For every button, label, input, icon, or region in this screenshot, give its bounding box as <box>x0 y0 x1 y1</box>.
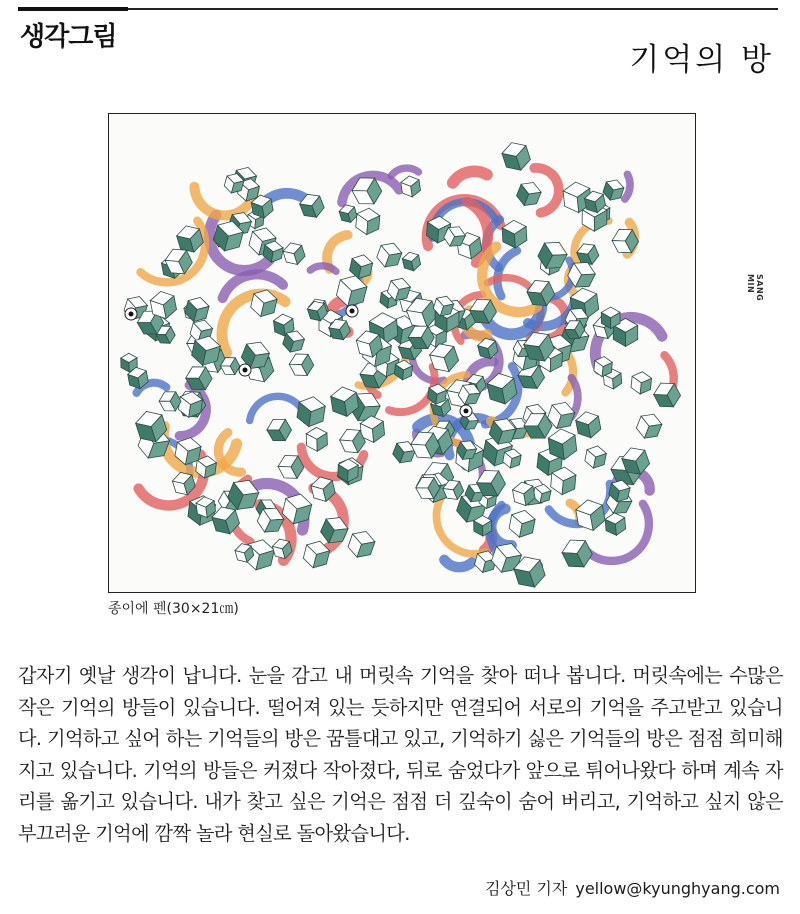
cube <box>264 414 295 446</box>
artwork-illustration <box>109 114 695 592</box>
cube <box>500 139 533 174</box>
artwork-frame <box>108 113 764 593</box>
cube <box>634 410 664 442</box>
cube <box>502 220 528 249</box>
cube <box>605 512 627 536</box>
ribbon-stroke <box>497 251 517 296</box>
section-label: 생각그림 <box>20 22 117 52</box>
cube <box>306 427 328 452</box>
cube <box>375 239 404 270</box>
cube <box>574 410 602 440</box>
byline <box>485 876 780 899</box>
byline-name: 김상민 기자 <box>484 879 568 898</box>
cube <box>400 175 421 199</box>
cube <box>559 534 596 573</box>
artwork-caption: 종이에 펜(30×21㎝) <box>108 601 239 617</box>
cube <box>651 378 684 413</box>
ribbon-stroke <box>625 174 630 199</box>
eye-pupil <box>243 368 248 373</box>
cube <box>355 207 380 235</box>
ribbon-stroke <box>310 266 336 272</box>
piece-title: 기억의 방 <box>629 42 774 78</box>
cube <box>630 371 652 395</box>
cube <box>514 179 543 210</box>
ribbon-stroke <box>391 168 418 176</box>
cube <box>296 395 327 429</box>
byline-email: yellow@kyunghyang.com <box>575 879 780 898</box>
ribbon-stroke <box>453 171 487 183</box>
cube <box>286 349 316 381</box>
cube <box>401 250 421 272</box>
cube <box>281 240 307 267</box>
eye-pupil <box>464 409 469 414</box>
cube <box>346 528 377 562</box>
eye-pupil <box>129 312 134 317</box>
cube <box>508 508 537 539</box>
cube <box>584 444 608 470</box>
artist-signature: SANG MIN <box>746 274 764 302</box>
header-rule <box>18 8 778 10</box>
cube <box>156 387 183 415</box>
article-body: 갑자기 옛날 생각이 납니다. 눈을 감고 내 머릿속 기억을 찾아 떠나 봅니다. 머릿속에는 수많은 작은 기억의 방들이 있습니다. 떨어져 있는 듯하지만 연결되어 서로의 기억을 주고받고 있습니다. 기억하고 싶어 하는 기억들의 방은 꿈틀대고 있고, 기억하기 싫은 기억들의 방은 점점 희미해지고 있습니다. 기억의 방들은 커졌다 작아졌다, 뒤로 숨었다가 앞으로 튀어나왔다 하며 계속 자리를 옮기고 있습니다. 내가 찾고 싶은 기억은 점점 더 깊숙이 숨어 버리고, 기억하고 싶지 않은 부끄러운 기억에 깜짝 놀라 현실로 돌아왔습니다. <box>18 664 783 845</box>
cube <box>183 295 211 325</box>
eye-pupil <box>350 309 355 314</box>
ribbon-stroke <box>444 560 472 567</box>
